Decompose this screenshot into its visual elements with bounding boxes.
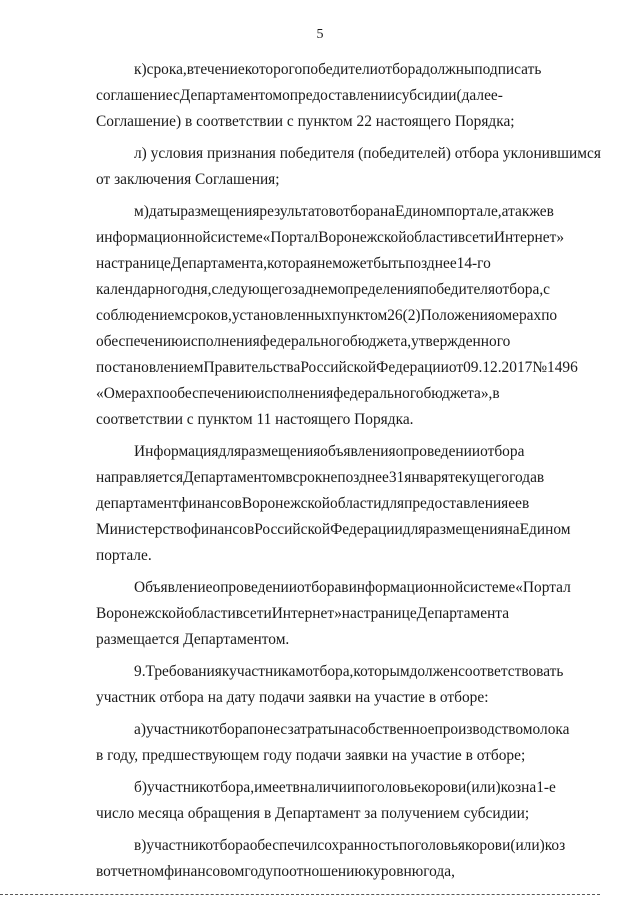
text-line: в году, предшествующем году подачи заявки на участие в отборе;	[96, 747, 526, 764]
paragraph-9	[96, 659, 602, 711]
text-line: размещается Департаментом.	[96, 631, 290, 648]
document-body	[96, 57, 602, 891]
text-line: МинистерствофинансовРоссийскойФедерациидляразмещениянаЕдином	[96, 521, 571, 538]
text-line: информационнойсистеме«ПорталВоронежскойобластивсетиИнтернет»	[96, 229, 565, 246]
text-line: Объявлениеопроведенииотборавинформационнойсистеме«Портал	[134, 579, 571, 596]
text-line: число месяца обращения в Департамент за получением субсидии;	[96, 805, 530, 822]
paragraph-b	[96, 775, 602, 827]
paragraph-k	[96, 57, 602, 135]
text-line: соглашениесДепартаментомопредоставлениисубсидии(далее-	[96, 87, 503, 104]
text-line: а)участникотборапонесзатратынасобственноепроизводствомолока	[134, 721, 570, 738]
text-line: соблюдениемсроков,установленныхпунктом26(2)Положенияомерахпо	[96, 307, 558, 324]
paragraph-info	[96, 439, 602, 569]
text-line: ВоронежскойобластивсетиИнтернет»настраницеДепартамента	[96, 605, 510, 622]
text-line: вотчетномфинансовомгодупоотношениюкуровнюгода,	[96, 863, 455, 880]
text-line: настраницеДепартамента,котораянеможетбытьпозднее14-го	[96, 255, 491, 272]
text-line: к)срока,втечениекоторогопобедителиотборадолжныподписать	[134, 61, 542, 78]
text-line: м)датыразмещениярезультатовотборанаЕдиномпортале,атакжев	[134, 203, 554, 220]
text-line: участник отбора на дату подачи заявки на участие в отборе:	[96, 689, 489, 706]
paragraph-l	[96, 141, 602, 193]
paragraph-announcement	[96, 575, 602, 653]
text-line: Информациядляразмещенияобъявленияопроведенииотбора	[134, 443, 525, 460]
text-line: постановлениемПравительстваРоссийскойФедерацииот09.12.2017№1496	[96, 359, 578, 376]
text-line: б)участникотбора,имеетвналичиипоголовьекорови(или)козна1-е	[134, 779, 556, 796]
text-line: календарногодня,следующегозаднемопределенияпобедителяотбора,с	[96, 281, 551, 298]
text-line: направляетсяДепартаментомвсрокнепозднее31январятекущегогодав	[96, 469, 545, 486]
text-line: обеспечениюисполненияфедеральногобюджета,утвержденного	[96, 333, 511, 350]
text-line: л) условия признания победителя (победителей) отбора уклонившимся	[134, 145, 601, 162]
text-line: в)участникотбораобеспечилсохранностьпоголовьякорови(или)коз	[134, 837, 566, 854]
text-line: департаментфинансовВоронежскойобластидляпредоставленияеев	[96, 495, 530, 512]
paragraph-a	[96, 717, 602, 769]
page-number: 5	[316, 27, 324, 42]
footer-divider	[0, 894, 600, 895]
paragraph-m	[96, 199, 602, 433]
text-line: портале.	[96, 547, 152, 564]
text-line: соответствии с пунктом 11 настоящего Порядка.	[96, 411, 414, 428]
text-line: от заключения Соглашения;	[96, 171, 280, 188]
paragraph-v	[96, 833, 602, 885]
text-line: Соглашение) в соответствии с пунктом 22 настоящего Порядка;	[96, 113, 515, 130]
text-line: 9.Требованиякучастникамотбора,которымдолженсоответствовать	[134, 663, 564, 680]
text-line: «Омерахпообеспечениюисполненияфедеральногобюджета»,в	[96, 385, 500, 402]
